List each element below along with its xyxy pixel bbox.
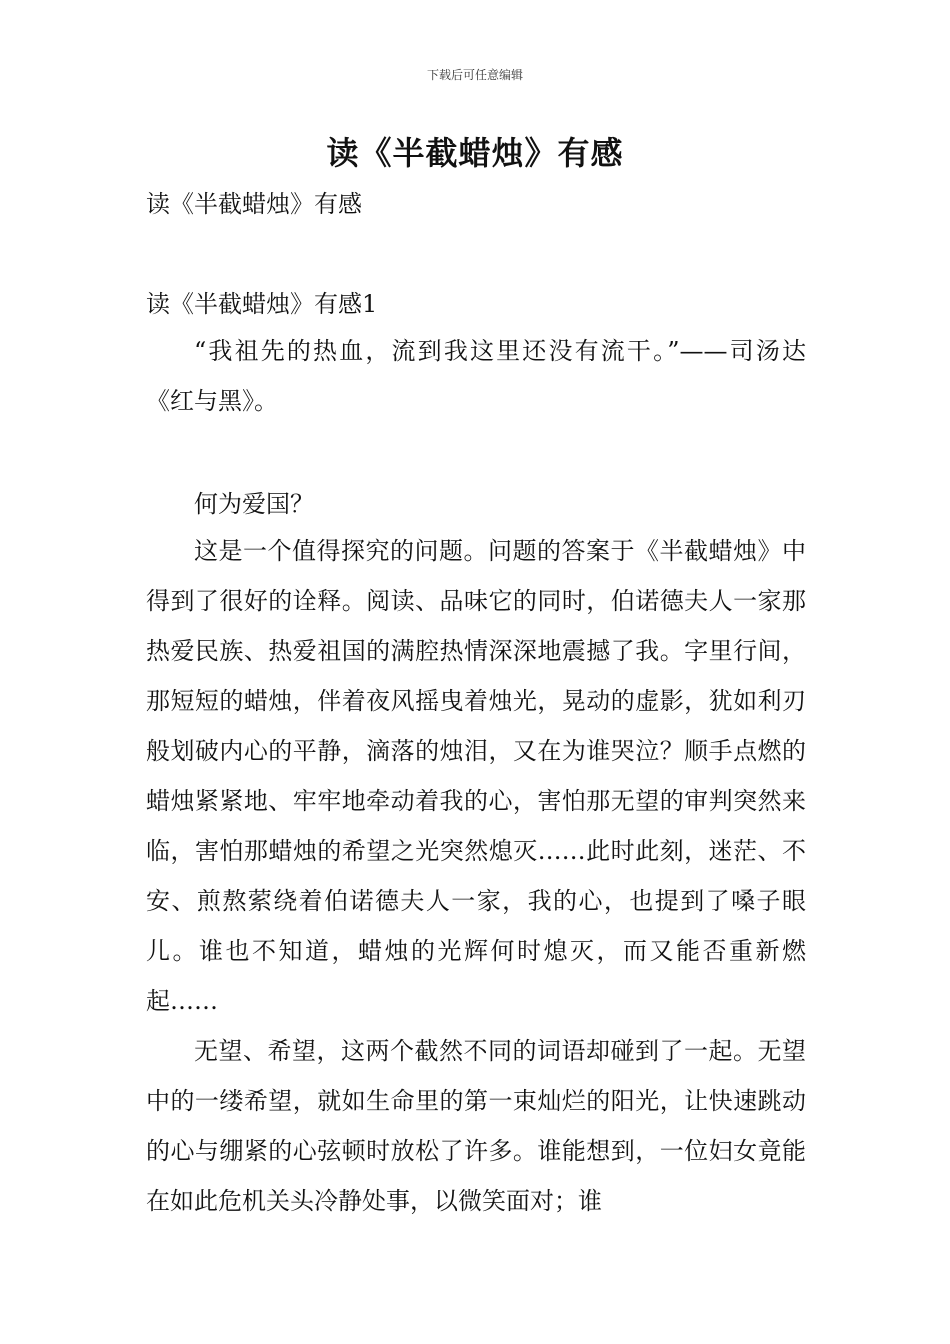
body-paragraph-1: 这是一个值得探究的问题。问题的答案于《半截蜡烛》中得到了很好的诠释。阅读、品味它的同时，伯诺德夫人一家那热爱民族、热爱祖国的满腔热情深深地震撼了我。字里行间，那短短的蜡烛，伴着夜风摇曳着烛光，晃动的虚影，犹如利刃般划破内心的平静，滴落的烛泪，又在为谁哭泣？顺手点燃的蜡烛紧紧地、牢牢地牵动着我的心，害怕那无望的审判突然来临，害怕那蜡烛的希望之光突然熄灭……此时此刻，迷茫、不安、煎熬萦绕着伯诺德夫人一家，我的心，也提到了嗓子眼儿。谁也不知道，蜡烛的光辉何时熄灭，而又能否重新燃起…… bbox=[146, 537, 806, 1015]
quote-paragraph: “我祖先的热血，流到我这里还没有流干。”——司汤达《红与黑》。 bbox=[146, 337, 806, 415]
question-line: 何为爱国？ bbox=[194, 490, 314, 518]
section-heading: 读《半截蜡烛》有感1 bbox=[146, 290, 378, 318]
header-note: 下载后可任意编辑 bbox=[426, 68, 523, 82]
document-title: 读《半截蜡烛》有感 bbox=[326, 134, 624, 172]
body-paragraph-2: 无望、希望，这两个截然不同的词语却碰到了一起。无望中的一缕希望，就如生命里的第一束灿烂的阳光，让快速跳动的心与绷紧的心弦顿时放松了许多。谁能想到，一位妇女竟能在如此危机关头冷静处事，以微笑面对；谁 bbox=[146, 1037, 806, 1215]
subtitle-line: 读《半截蜡烛》有感 bbox=[146, 190, 362, 218]
